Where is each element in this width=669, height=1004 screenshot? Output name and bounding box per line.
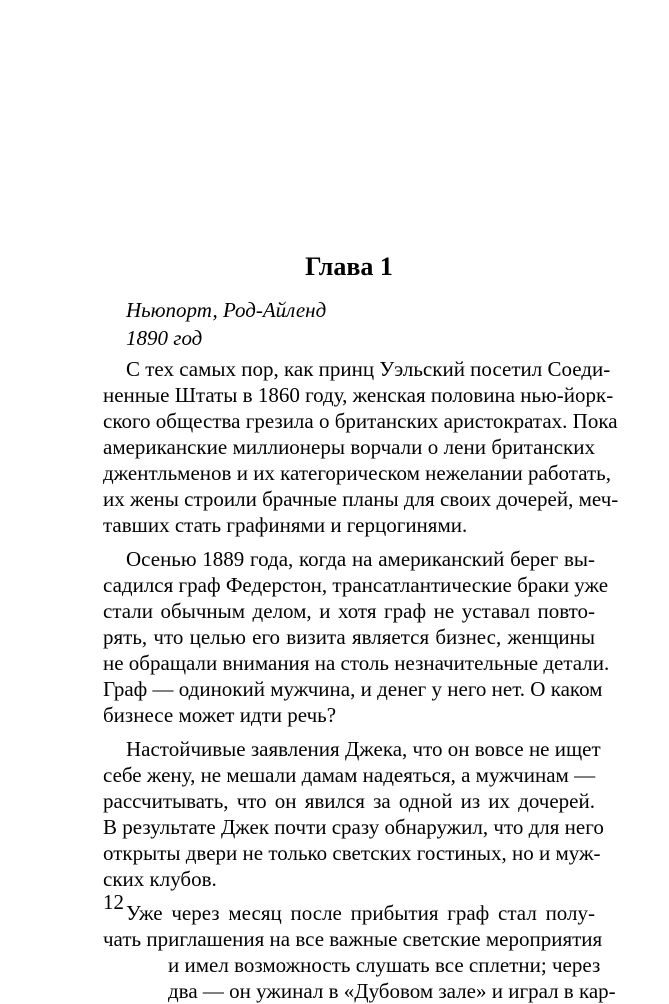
text-line: Настойчивые заявления Джека, что он вовсе не ищет [126, 737, 601, 761]
text-line: бизнесе может идти речь? [103, 703, 337, 727]
text-line: стали обычным делом, и хотя граф не уставал повто- [103, 599, 595, 623]
epigraph [126, 296, 326, 352]
chapter-title: Глава 1 [305, 252, 393, 281]
text-line: ненные Штаты в 1860 году, женская половина нью-йорк- [103, 383, 614, 407]
text-line: В результате Джек почти сразу обнаружил, что для него [103, 815, 604, 839]
text-line: Уже через месяц после прибытия граф стал полу- [126, 901, 595, 925]
text-line: рять, что целью его визита является бизнес, женщины [103, 625, 595, 649]
epigraph-place: Ньюпорт, Род-Айленд [126, 298, 327, 322]
text-line: чать приглашения на все важные светские мероприятия [103, 927, 603, 951]
text-line: не обращали внимания на столь незначительные детали. [103, 651, 610, 675]
text-line: джентльменов и их категорическом нежелании работать, [103, 461, 611, 485]
text-line: ских клубов. [103, 867, 217, 891]
text-line: Граф — одинокий мужчина, и денег у него нет. О каком [103, 677, 603, 701]
text-line: и имел возможность слушать все сплетни; через [168, 953, 601, 977]
text-line: тавших стать графинями и герцогинями. [103, 513, 468, 537]
text-line: Осенью 1889 года, когда на американский берег вы- [126, 547, 595, 571]
epigraph-year: 1890 год [126, 326, 203, 350]
text-line: рассчитывать, что он явился за одной из их дочерей. [103, 789, 595, 813]
text-line: садился граф Федерстон, трансатлантические браки уже [103, 573, 609, 597]
text-line: открыты двери не только светских гостиных, но и муж- [103, 841, 601, 865]
text-line: С тех самых пор, как принц Уэльский посетил Соеди- [126, 357, 611, 381]
text-line: два — он ужинал в «Дубовом зале» и играл в кар- [168, 979, 616, 1003]
text-line: ского общества грезила о британских аристократах. Пока [103, 409, 618, 433]
text-line: американские миллионеры ворчали о лени британских [103, 435, 595, 459]
text-line: их жены строили брачные планы для своих дочерей, меч- [103, 487, 619, 511]
page-number: 12 [103, 890, 124, 914]
body-text [103, 356, 619, 1004]
text-line: себе жену, не мешали дамам надеяться, а мужчинам — [103, 763, 596, 787]
